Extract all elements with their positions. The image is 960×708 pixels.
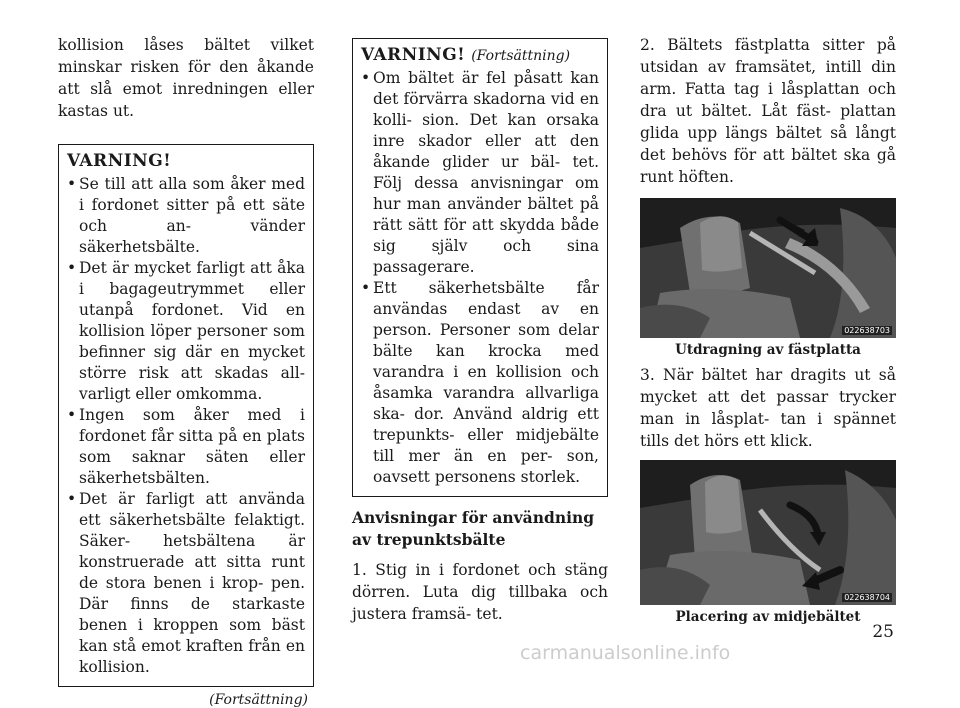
warning-item: • Ett säkerhetsbälte får användas endast av en person. Personer som delar bälte kan krocka med varandra i en kollision och åsamka varandra allvarliga ska- dor. Använd aldrig ett trepunkts- eller midjebälte till mer än en per- son, oavsett personens storlek. bbox=[361, 278, 599, 488]
step-2: 2. Bältets fästplatta sitter på utsidan av framsätet, intill din arm. Fatta tag i låsplattan och dra ut bältet. Låt fäst- plattan glida upp längs bältet så långt det behövs för att bältet ska gå runt höften. bbox=[640, 36, 896, 186]
figure-caption: Utdragning av fästplatta bbox=[675, 342, 861, 358]
warning-continued-label: (Fortsättning) bbox=[471, 48, 571, 64]
warning-list bbox=[67, 174, 305, 678]
figure-id: 022638703 bbox=[844, 326, 890, 335]
step-1: 1. Stig in i fordonet och stäng dörren. Luta dig tillbaka och justera framsä- tet. bbox=[352, 561, 608, 623]
warning-item: • Det är mycket farligt att åka i bagageutrymmet eller utanpå fordonet. Vid en kollision löper personer som befinner sig där en mycket större risk att skadas all- varligt eller omkomma. bbox=[67, 258, 305, 405]
warning-box bbox=[58, 144, 314, 687]
warning-title bbox=[361, 45, 599, 65]
figure-lap-belt bbox=[640, 460, 896, 605]
column-right bbox=[640, 34, 896, 631]
warning-title-text: VARNING! bbox=[361, 45, 466, 65]
figure-id: 022638704 bbox=[844, 593, 890, 602]
warning-item: • Se till att alla som åker med i fordonet sitter på ett säte och an- vänder säkerhetsbälte. bbox=[67, 174, 305, 258]
column-left bbox=[58, 34, 314, 708]
step-3: 3. När bältet har dragits ut så mycket att det passar trycker man in låsplat- tan i spännet tills det hörs ett klick. bbox=[640, 366, 896, 450]
intro-paragraph: kollision låses bältet vilket minskar risken för den åkande att slå emot inredningen eller kastas ut. bbox=[58, 36, 314, 120]
continued-note: (Fortsättning) bbox=[209, 692, 308, 708]
figure-caption: Placering av midjebältet bbox=[675, 609, 861, 625]
warning-list bbox=[361, 68, 599, 488]
seat-illustration-2 bbox=[640, 460, 896, 605]
column-middle bbox=[352, 34, 608, 625]
figure-seatbelt-pull bbox=[640, 198, 896, 338]
page-number: 25 bbox=[872, 622, 894, 642]
warning-item: • Ingen som åker med i fordonet får sitta på en plats som saknar säten eller säkerhetsbälten. bbox=[67, 405, 305, 489]
watermark: carmanualsonline.info bbox=[520, 642, 731, 664]
section-heading: Anvisningar för användning av trepunktsbälte bbox=[352, 508, 595, 549]
seat-illustration-1 bbox=[640, 198, 896, 338]
warning-item: • Om bältet är fel påsatt kan det förvärra skadorna vid en kolli- sion. Det kan orsaka inre skador eller att den åkande glider ur bäl- tet. Följ dessa anvisningar om hur man använder bältet på rätt sätt för att skydda både sig själv och sina passagerare. bbox=[361, 68, 599, 278]
warning-item: • Det är farligt att använda ett säkerhetsbälte felaktigt. Säker- hetsbältena är konstruerade att sitta runt de stora benen i krop- pen. Där finns de starkaste benen i kroppen som bäst kan stå emot kraften från en kollision. bbox=[67, 489, 305, 678]
warning-title: VARNING! bbox=[67, 151, 172, 171]
warning-box-continued bbox=[352, 38, 608, 497]
